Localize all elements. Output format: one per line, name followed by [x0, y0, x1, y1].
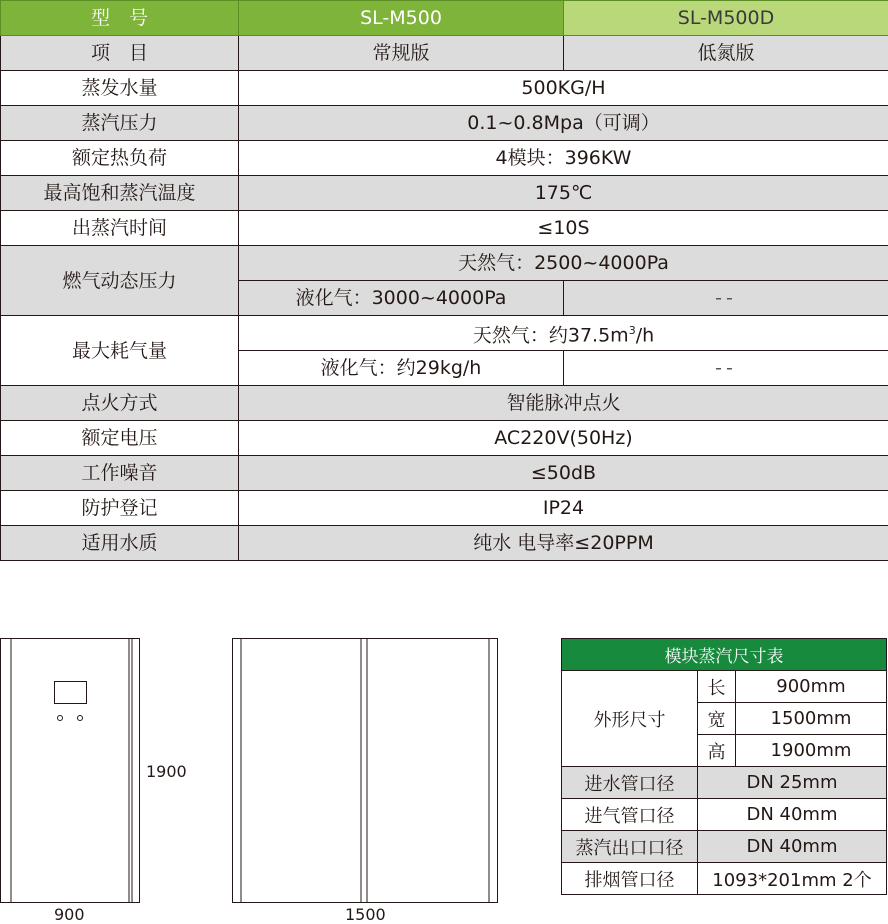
spec-value: 智能脉冲点火 [239, 386, 888, 421]
spec-value-b: 低氮版 [564, 36, 888, 71]
spec-value: AC220V(50Hz) [239, 421, 888, 456]
spec-row-water-quality [1, 526, 888, 561]
indicator-light [58, 716, 63, 721]
spec-label: 项 目 [1, 36, 239, 71]
control-panel-screen [55, 682, 87, 704]
spec-value: ≤50dB [239, 456, 888, 491]
spec-value: 175℃ [239, 176, 888, 211]
spec-value-lpg-b: -- [564, 351, 888, 386]
spec-label: 额定电压 [1, 421, 239, 456]
spec-value: ≤10S [239, 211, 888, 246]
size-row-length [562, 671, 887, 703]
size-table-title: 模块蒸汽尺寸表 [562, 639, 887, 671]
dimension-drawing [0, 620, 520, 921]
spec-value-a: 常规版 [239, 36, 564, 71]
spec-label: 防护登记 [1, 491, 239, 526]
spec-label: 蒸发水量 [1, 71, 239, 106]
natural-gas-consumption-unit: /h [636, 324, 654, 346]
side-view [233, 639, 498, 903]
spec-row-ignition [1, 386, 888, 421]
spec-row-gas-consumption [1, 316, 888, 351]
dim-value: 1500mm [736, 703, 887, 735]
natural-gas-consumption-text: 天然气：约37.5m [473, 324, 629, 346]
spec-value: 纯水 电导率≤20PPM [239, 526, 888, 561]
pipe-value: DN 40mm [698, 799, 887, 831]
spec-value: 500KG/H [239, 71, 888, 106]
indicator-light [78, 716, 83, 721]
unit-outline-drawing [0, 620, 520, 921]
front-width-dimension-label: 900 [54, 905, 85, 924]
dim-axis-label: 宽 [698, 703, 736, 735]
spec-value-natural-gas [239, 316, 888, 351]
pipe-label: 排烟管口径 [562, 863, 698, 895]
spec-header-label: 型 号 [1, 1, 239, 36]
front-view [1, 639, 140, 903]
dim-value: 900mm [736, 671, 887, 703]
spec-header-model-b: SL-M500D [564, 1, 888, 36]
spec-value-lpg: 液化气：3000~4000Pa [239, 281, 564, 316]
spec-value: 4模块：396KW [239, 141, 888, 176]
spec-value: 0.1~0.8Mpa（可调） [239, 106, 888, 141]
pipe-label: 进水管口径 [562, 767, 698, 799]
spec-label: 燃气动态压力 [1, 246, 239, 316]
spec-header-row [1, 1, 888, 36]
size-row-exhaust [562, 863, 887, 895]
size-table-title-row [562, 639, 887, 671]
dim-axis-label: 高 [698, 735, 736, 767]
spec-row-max-temp [1, 176, 888, 211]
size-table [561, 638, 887, 895]
spec-row-gas-pressure [1, 246, 888, 281]
spec-label: 出蒸汽时间 [1, 211, 239, 246]
spec-label: 额定热负荷 [1, 141, 239, 176]
spec-value-natural-gas: 天然气：2500~4000Pa [239, 246, 888, 281]
height-dimension-label: 1900 [146, 762, 187, 781]
size-row-gas-inlet [562, 799, 887, 831]
superscript-3: 3 [629, 324, 636, 337]
pipe-value: DN 40mm [698, 831, 887, 863]
spec-label: 最高饱和蒸汽温度 [1, 176, 239, 211]
spec-label: 工作噪音 [1, 456, 239, 491]
spec-row-version [1, 36, 888, 71]
spec-row-steam-pressure [1, 106, 888, 141]
side-width-dimension-label: 1500 [345, 905, 386, 924]
pipe-label: 蒸汽出口口径 [562, 831, 698, 863]
spec-value-lpg-b: -- [564, 281, 888, 316]
spec-row-evaporation [1, 71, 888, 106]
spec-header-model-a: SL-M500 [239, 1, 564, 36]
size-row-steam-outlet [562, 831, 887, 863]
spec-row-voltage [1, 421, 888, 456]
spec-label: 点火方式 [1, 386, 239, 421]
dim-value: 1900mm [736, 735, 887, 767]
pipe-value: 1093*201mm 2个 [698, 863, 887, 895]
outline-size-label: 外形尺寸 [562, 671, 698, 767]
dim-axis-label: 长 [698, 671, 736, 703]
spec-value-lpg: 液化气：约29kg/h [239, 351, 564, 386]
spec-row-steam-time [1, 211, 888, 246]
spec-label: 蒸汽压力 [1, 106, 239, 141]
spec-row-heat-load [1, 141, 888, 176]
spec-value: IP24 [239, 491, 888, 526]
pipe-value: DN 25mm [698, 767, 887, 799]
spec-label: 最大耗气量 [1, 316, 239, 386]
pipe-label: 进气管口径 [562, 799, 698, 831]
size-row-water-inlet [562, 767, 887, 799]
spec-row-noise [1, 456, 888, 491]
spec-row-protection [1, 491, 888, 526]
spec-label: 适用水质 [1, 526, 239, 561]
